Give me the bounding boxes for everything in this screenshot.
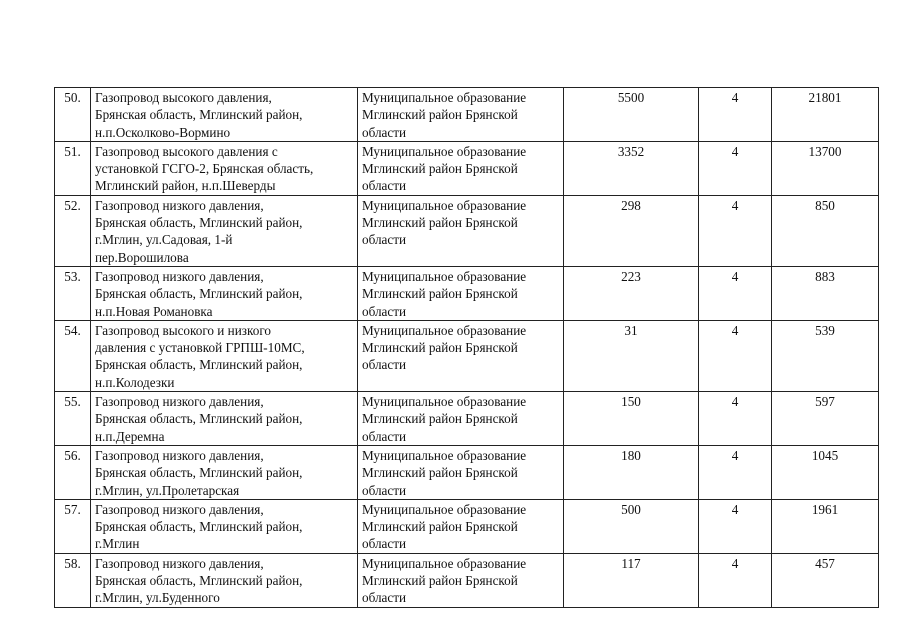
object-description: Газопровод низкого давления, Брянская область, Мглинский район, н.п.Деремна [91, 392, 358, 446]
length-value: 117 [564, 553, 699, 607]
category-value: 4 [699, 320, 772, 391]
length-value: 3352 [564, 141, 699, 195]
length-value: 31 [564, 320, 699, 391]
object-description: Газопровод высокого давления с установкой ГСГО-2, Брянская область, Мглинский район, н.п.Шеверды [91, 141, 358, 195]
table-row [55, 266, 879, 320]
owner-name: Муниципальное образование Мглинский район Брянской области [358, 141, 564, 195]
row-number: 53. [55, 266, 91, 320]
category-value: 4 [699, 88, 772, 142]
cost-value: 1045 [772, 445, 879, 499]
owner-name: Муниципальное образование Мглинский район Брянской области [358, 553, 564, 607]
asset-table [54, 87, 879, 608]
length-value: 5500 [564, 88, 699, 142]
length-value: 223 [564, 266, 699, 320]
owner-name: Муниципальное образование Мглинский район Брянской области [358, 88, 564, 142]
cost-value: 539 [772, 320, 879, 391]
table-body [55, 88, 879, 608]
length-value: 180 [564, 445, 699, 499]
owner-name: Муниципальное образование Мглинский район Брянской области [358, 392, 564, 446]
cost-value: 883 [772, 266, 879, 320]
table-row [55, 553, 879, 607]
owner-name: Муниципальное образование Мглинский район Брянской области [358, 445, 564, 499]
category-value: 4 [699, 445, 772, 499]
owner-name: Муниципальное образование Мглинский район Брянской области [358, 320, 564, 391]
cost-value: 457 [772, 553, 879, 607]
object-description: Газопровод низкого давления, Брянская область, Мглинский район, г.Мглин [91, 499, 358, 553]
length-value: 500 [564, 499, 699, 553]
row-number: 55. [55, 392, 91, 446]
category-value: 4 [699, 499, 772, 553]
row-number: 56. [55, 445, 91, 499]
length-value: 150 [564, 392, 699, 446]
object-description: Газопровод низкого давления, Брянская область, Мглинский район, н.п.Новая Романовка [91, 266, 358, 320]
owner-name: Муниципальное образование Мглинский район Брянской области [358, 266, 564, 320]
row-number: 54. [55, 320, 91, 391]
category-value: 4 [699, 195, 772, 266]
cost-value: 597 [772, 392, 879, 446]
cost-value: 1961 [772, 499, 879, 553]
row-number: 58. [55, 553, 91, 607]
cost-value: 21801 [772, 88, 879, 142]
table-row [55, 88, 879, 142]
owner-name: Муниципальное образование Мглинский район Брянской области [358, 499, 564, 553]
table-row [55, 392, 879, 446]
category-value: 4 [699, 141, 772, 195]
object-description: Газопровод высокого давления, Брянская область, Мглинский район, н.п.Осколково-Вормино [91, 88, 358, 142]
row-number: 51. [55, 141, 91, 195]
length-value: 298 [564, 195, 699, 266]
table-row [55, 445, 879, 499]
object-description: Газопровод низкого давления, Брянская область, Мглинский район, г.Мглин, ул.Садовая, 1-й пер.Ворошилова [91, 195, 358, 266]
category-value: 4 [699, 392, 772, 446]
owner-name: Муниципальное образование Мглинский район Брянской области [358, 195, 564, 266]
cost-value: 850 [772, 195, 879, 266]
table-row [55, 195, 879, 266]
table-row [55, 141, 879, 195]
category-value: 4 [699, 553, 772, 607]
object-description: Газопровод низкого давления, Брянская область, Мглинский район, г.Мглин, ул.Пролетарская [91, 445, 358, 499]
table-row [55, 320, 879, 391]
table-row [55, 499, 879, 553]
cost-value: 13700 [772, 141, 879, 195]
object-description: Газопровод низкого давления, Брянская область, Мглинский район, г.Мглин, ул.Буденного [91, 553, 358, 607]
row-number: 50. [55, 88, 91, 142]
row-number: 57. [55, 499, 91, 553]
row-number: 52. [55, 195, 91, 266]
category-value: 4 [699, 266, 772, 320]
object-description: Газопровод высокого и низкого давления с установкой ГРПШ-10МС, Брянская область, Мглинский район, н.п.Колодезки [91, 320, 358, 391]
